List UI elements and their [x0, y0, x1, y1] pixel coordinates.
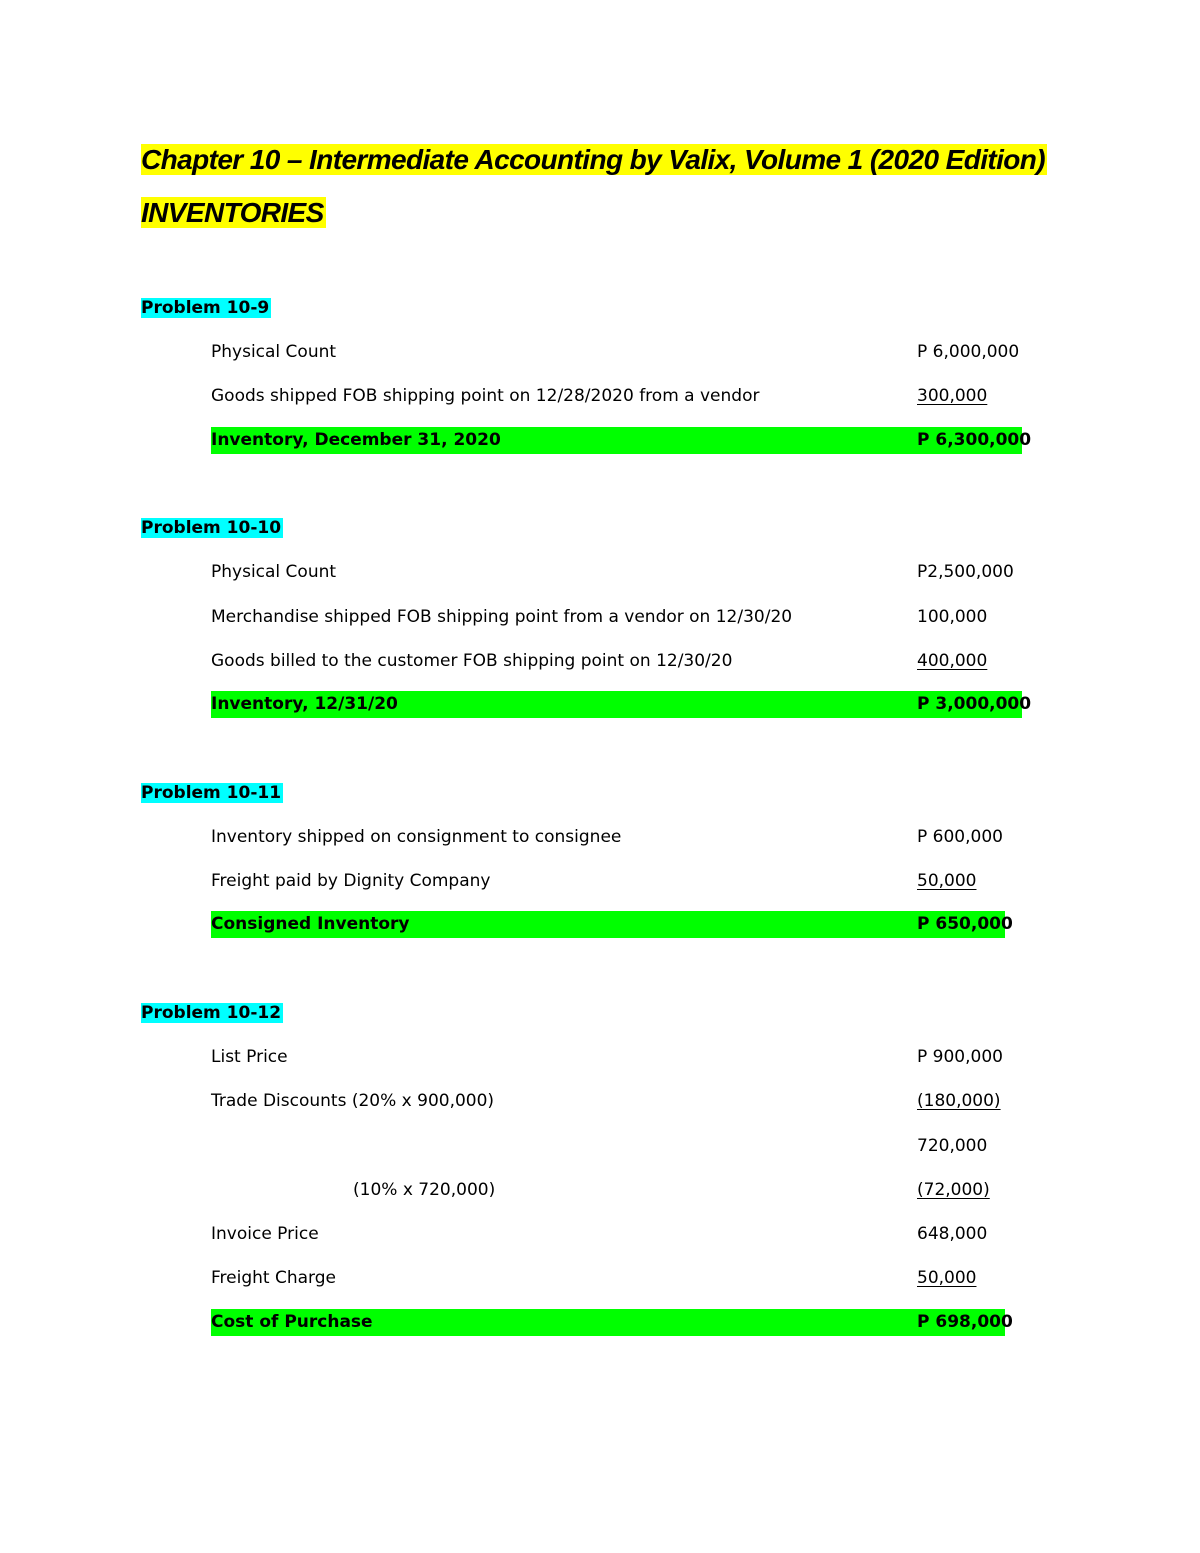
chapter-title	[141, 140, 1047, 180]
total-label: Consigned Inventory	[211, 914, 410, 934]
total-label: Cost of Purchase	[211, 1312, 373, 1332]
line-item	[211, 383, 1022, 410]
line-item-label: Goods billed to the customer FOB shipping point on 12/30/20	[211, 651, 733, 671]
chapter-title-text: Chapter 10 – Intermediate Accounting by Valix, Volume 1 (2020 Edition)	[141, 144, 1046, 175]
line-item-label: Physical Count	[211, 562, 337, 582]
line-item-label: (10% x 720,000)	[353, 1180, 496, 1200]
line-item-amount: 100,000	[917, 607, 988, 627]
line-item-amount: 50,000	[917, 871, 977, 891]
problem-heading: Problem 10-12	[141, 1003, 282, 1023]
line-item-amount: 720,000	[917, 1136, 988, 1156]
line-item-label: Freight Charge	[211, 1268, 336, 1288]
line-item-amount: 50,000	[917, 1268, 977, 1288]
line-item-amount: (180,000)	[917, 1091, 1001, 1111]
total-row	[211, 691, 1032, 718]
problem-heading: Problem 10-9	[141, 298, 270, 318]
line-item-label: Merchandise shipped FOB shipping point from a vendor on 12/30/20	[211, 607, 793, 627]
line-item-amount: P 900,000	[917, 1047, 1003, 1067]
total-amount: P 698,000	[917, 1312, 1013, 1332]
line-item-label: List Price	[211, 1047, 288, 1067]
line-item-amount: P 6,000,000	[917, 342, 1020, 362]
line-item-amount: 300,000	[917, 386, 988, 406]
problem-heading: Problem 10-11	[141, 783, 282, 803]
line-item	[211, 339, 1022, 366]
line-item-label: Inventory shipped on consignment to consignee	[211, 827, 622, 847]
line-item	[211, 559, 1022, 586]
total-amount: P 6,300,000	[917, 430, 1032, 450]
line-item-label: Invoice Price	[211, 1224, 319, 1244]
total-row	[211, 1309, 1013, 1336]
line-item	[211, 1177, 1022, 1204]
line-item	[211, 648, 1022, 675]
line-item	[211, 604, 1022, 631]
line-item	[211, 868, 1022, 895]
total-amount: P 3,000,000	[917, 694, 1032, 714]
total-amount: P 650,000	[917, 914, 1013, 934]
line-item-amount: P2,500,000	[917, 562, 1014, 582]
total-label: Inventory, December 31, 2020	[211, 430, 501, 450]
line-item-amount: 400,000	[917, 651, 988, 671]
line-item-amount: 648,000	[917, 1224, 988, 1244]
line-item	[211, 1221, 1022, 1248]
line-item	[211, 1133, 1022, 1160]
problem-heading: Problem 10-10	[141, 518, 282, 538]
line-item	[211, 1088, 1022, 1115]
line-item	[211, 1044, 1022, 1071]
topic-title-text: INVENTORIES	[141, 197, 324, 228]
total-row	[211, 427, 1032, 454]
total-label: Inventory, 12/31/20	[211, 694, 398, 714]
line-item-label: Physical Count	[211, 342, 337, 362]
line-item	[211, 824, 1022, 851]
line-item-label: Goods shipped FOB shipping point on 12/28/2020 from a vendor	[211, 386, 760, 406]
topic-title	[141, 193, 326, 233]
line-item-label: Trade Discounts (20% x 900,000)	[211, 1091, 495, 1111]
line-item-label: Freight paid by Dignity Company	[211, 871, 491, 891]
line-item-amount: P 600,000	[917, 827, 1003, 847]
total-row	[211, 911, 1013, 938]
line-item-amount: (72,000)	[917, 1180, 990, 1200]
line-item	[211, 1265, 1022, 1292]
